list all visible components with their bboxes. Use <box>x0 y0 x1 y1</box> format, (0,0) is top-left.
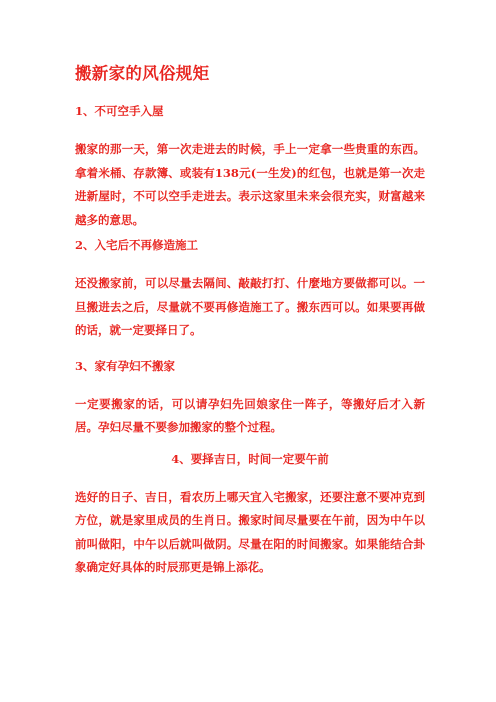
section-body-1: 搬家的那一天，第一次走进去的时候，手上一定拿一些贵重的东西。拿着米桶、存款簿、或装有138元(一生发)的红包，也就是第一次走进新屋时，不可以空手走进去。表示这家里未来会很充实，财富越来越多的意思。 <box>75 142 425 227</box>
document-title: 搬新家的风俗规矩 <box>75 64 210 83</box>
section-body-2: 还没搬家前，可以尽量去隔间、敲敲打打、什麼地方要做都可以。一旦搬进去之后，尽量就不要再修造施工了。搬东西可以。如果要再做的话，就一定要择日了。 <box>75 276 425 337</box>
section-heading-2: 2、入宅后不再修造施工 <box>75 238 199 252</box>
section-body-4: 选好的日子、吉日，看农历上哪天宜入宅搬家，还要注意不要冲克到方位，就是家里成员的生肖日。搬家时间尽量要在午前，因为中午以前叫做阳，中午以后就叫做阴。尽量在阳的时间搬家。如果能结合卦象确定好具体的时辰那更是锦上添花。 <box>75 489 425 574</box>
section-heading-3: 3、家有孕妇不搬家 <box>75 358 176 373</box>
section-body-3: 一定要搬家的话，可以请孕妇先回娘家住一阵子，等搬好后才入新居。孕妇尽量不要参加搬家的整个过程。 <box>75 396 425 434</box>
section-heading-4: 4、要择吉日，时间一定要午前 <box>171 451 329 466</box>
document-page <box>75 62 425 580</box>
section-heading-1: 1、不可空手入屋 <box>75 104 164 118</box>
